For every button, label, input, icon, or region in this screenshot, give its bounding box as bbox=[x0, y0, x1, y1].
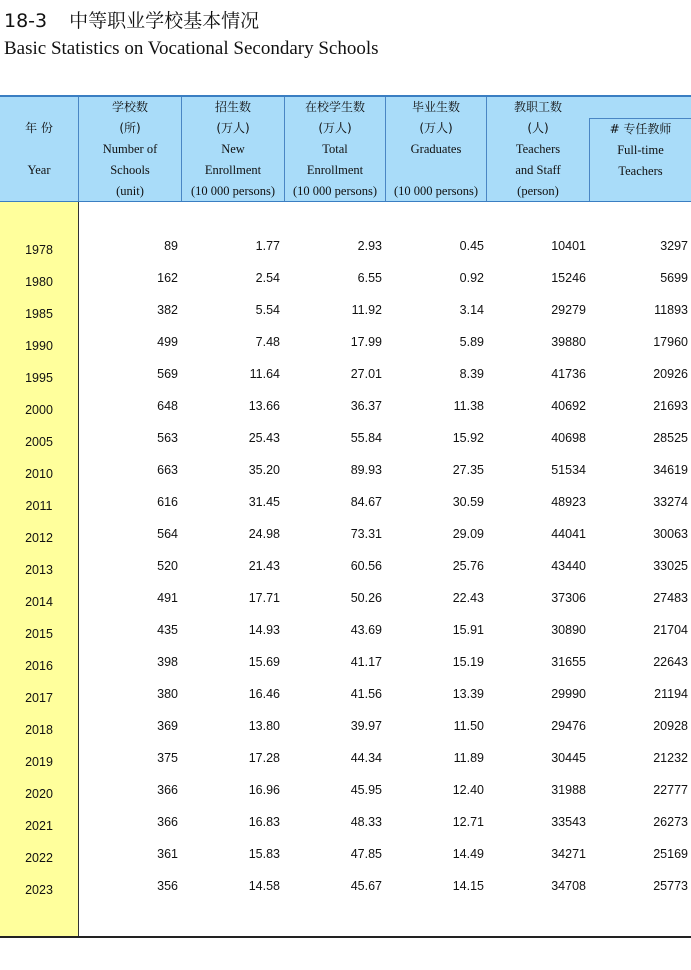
staff-cell: 30890 bbox=[551, 623, 586, 637]
year-cell: 2019 bbox=[25, 755, 53, 769]
staff-cell: 41736 bbox=[551, 367, 586, 381]
year-cell: 2022 bbox=[25, 851, 53, 865]
fulltime-teachers-cell: 21232 bbox=[653, 751, 688, 765]
header-total-enrollment-en2: Enrollment bbox=[306, 163, 364, 177]
fulltime-teachers-cell: 33274 bbox=[653, 495, 688, 509]
header-fulltime-en2: Teachers bbox=[618, 164, 663, 178]
total-enrollment-cell: 47.85 bbox=[350, 847, 382, 861]
new-enrollment-cell: 25.43 bbox=[248, 431, 280, 445]
header-schools-unit-en: (unit) bbox=[116, 184, 144, 198]
new-enrollment-cell: 21.43 bbox=[248, 559, 280, 573]
header-total-enrollment-unit-cn: (万人) bbox=[318, 121, 352, 135]
fulltime-teachers-cell: 22777 bbox=[653, 783, 688, 797]
total-enrollment-cell: 45.67 bbox=[350, 879, 382, 893]
year-cell: 1990 bbox=[25, 339, 53, 353]
new-enrollment-cell: 31.45 bbox=[248, 495, 280, 509]
graduates-cell: 3.14 bbox=[459, 303, 484, 317]
header-staff-en2: and Staff bbox=[515, 163, 561, 177]
total-enrollment-cell: 55.84 bbox=[350, 431, 382, 445]
year-cell: 2011 bbox=[25, 499, 53, 513]
graduates-cell: 30.59 bbox=[452, 495, 484, 509]
new-enrollment-cell: 7.48 bbox=[255, 335, 280, 349]
total-enrollment-cell: 89.93 bbox=[350, 463, 382, 477]
staff-cell: 29476 bbox=[551, 719, 586, 733]
total-enrollment-cell: 45.95 bbox=[350, 783, 382, 797]
year-cell: 2016 bbox=[25, 659, 53, 673]
header-fulltime bbox=[589, 118, 691, 201]
table-title-english: Basic Statistics on Vocational Secondary Schools bbox=[4, 38, 379, 59]
header-new-enrollment-unit-cn: (万人) bbox=[216, 121, 250, 135]
new-enrollment-cell: 14.58 bbox=[248, 879, 280, 893]
staff-cell: 10401 bbox=[551, 239, 586, 253]
total-enrollment-cell: 6.55 bbox=[357, 271, 382, 285]
schools-cell: 89 bbox=[164, 239, 178, 253]
header-new-enrollment-unit-en: (10 000 persons) bbox=[190, 184, 275, 198]
fulltime-teachers-cell: 21704 bbox=[653, 623, 688, 637]
graduates-cell: 22.43 bbox=[452, 591, 484, 605]
year-cell: 1985 bbox=[25, 307, 53, 321]
schools-cell: 648 bbox=[157, 399, 178, 413]
fulltime-teachers-cell: 33025 bbox=[653, 559, 688, 573]
year-cell: 2021 bbox=[25, 819, 53, 833]
schools-cell: 380 bbox=[157, 687, 178, 701]
table-row bbox=[0, 236, 691, 268]
header-schools bbox=[78, 97, 181, 201]
new-enrollment-cell: 15.69 bbox=[248, 655, 280, 669]
staff-cell: 30445 bbox=[551, 751, 586, 765]
total-enrollment-cell: 43.69 bbox=[350, 623, 382, 637]
header-staff-unit-cn: (人) bbox=[527, 121, 549, 135]
staff-cell: 34708 bbox=[551, 879, 586, 893]
total-enrollment-cell: 48.33 bbox=[350, 815, 382, 829]
fulltime-teachers-cell: 3297 bbox=[660, 239, 688, 253]
graduates-cell: 29.09 bbox=[452, 527, 484, 541]
graduates-cell: 11.50 bbox=[453, 719, 484, 733]
graduates-cell: 12.71 bbox=[452, 815, 484, 829]
graduates-cell: 12.40 bbox=[452, 783, 484, 797]
graduates-cell: 14.49 bbox=[452, 847, 484, 861]
year-cell: 2023 bbox=[25, 883, 53, 897]
graduates-cell: 8.39 bbox=[459, 367, 484, 381]
new-enrollment-cell: 17.71 bbox=[248, 591, 280, 605]
new-enrollment-cell: 5.54 bbox=[255, 303, 280, 317]
staff-cell: 15246 bbox=[551, 271, 586, 285]
new-enrollment-cell: 15.83 bbox=[248, 847, 280, 861]
total-enrollment-cell: 17.99 bbox=[350, 335, 382, 349]
staff-cell: 31655 bbox=[551, 655, 586, 669]
year-cell: 2012 bbox=[25, 531, 53, 545]
header-fulltime-en1: Full-time bbox=[617, 143, 664, 157]
fulltime-teachers-cell: 21693 bbox=[653, 399, 688, 413]
staff-cell: 37306 bbox=[551, 591, 586, 605]
graduates-cell: 0.45 bbox=[459, 239, 484, 253]
staff-cell: 44041 bbox=[551, 527, 586, 541]
graduates-cell: 25.76 bbox=[452, 559, 484, 573]
total-enrollment-cell: 84.67 bbox=[350, 495, 382, 509]
header-staff-en1: Teachers bbox=[515, 142, 561, 156]
header-total-enrollment bbox=[284, 97, 385, 201]
header-year-en: Year bbox=[27, 163, 51, 177]
year-cell: 2017 bbox=[25, 691, 53, 705]
table-row bbox=[0, 492, 691, 524]
fulltime-teachers-cell: 17960 bbox=[653, 335, 688, 349]
fulltime-teachers-cell: 25773 bbox=[653, 879, 688, 893]
table-row bbox=[0, 780, 691, 812]
table-row bbox=[0, 460, 691, 492]
fulltime-teachers-cell: 20926 bbox=[653, 367, 688, 381]
table-row bbox=[0, 556, 691, 588]
staff-cell: 48923 bbox=[551, 495, 586, 509]
schools-cell: 435 bbox=[157, 623, 178, 637]
header-new-enrollment-en1: New bbox=[221, 142, 245, 156]
table-row bbox=[0, 876, 691, 908]
new-enrollment-cell: 16.96 bbox=[248, 783, 280, 797]
schools-cell: 398 bbox=[157, 655, 178, 669]
fulltime-teachers-cell: 20928 bbox=[653, 719, 688, 733]
schools-cell: 366 bbox=[157, 783, 178, 797]
header-schools-en2: Schools bbox=[110, 163, 150, 177]
new-enrollment-cell: 17.28 bbox=[248, 751, 280, 765]
year-cell: 2000 bbox=[25, 403, 53, 417]
table-row bbox=[0, 748, 691, 780]
schools-cell: 361 bbox=[157, 847, 178, 861]
new-enrollment-cell: 13.80 bbox=[248, 719, 280, 733]
header-graduates-unit-cn: (万人) bbox=[419, 121, 453, 135]
schools-cell: 369 bbox=[157, 719, 178, 733]
header-schools-unit-cn: (所) bbox=[119, 121, 141, 135]
fulltime-teachers-cell: 27483 bbox=[653, 591, 688, 605]
new-enrollment-cell: 35.20 bbox=[248, 463, 280, 477]
year-cell: 1978 bbox=[25, 243, 53, 257]
schools-cell: 563 bbox=[157, 431, 178, 445]
staff-cell: 40698 bbox=[551, 431, 586, 445]
header-staff-cn: 教职工数 bbox=[513, 100, 562, 114]
schools-cell: 663 bbox=[157, 463, 178, 477]
header-schools-cn: 学校数 bbox=[111, 100, 148, 114]
fulltime-teachers-cell: 26273 bbox=[653, 815, 688, 829]
header-new-enrollment-cn: 招生数 bbox=[214, 100, 251, 114]
schools-cell: 499 bbox=[157, 335, 178, 349]
schools-cell: 382 bbox=[157, 303, 178, 317]
total-enrollment-cell: 60.56 bbox=[350, 559, 382, 573]
total-enrollment-cell: 41.56 bbox=[350, 687, 382, 701]
table-number: 18-3 bbox=[4, 10, 48, 32]
graduates-cell: 13.39 bbox=[452, 687, 484, 701]
total-enrollment-cell: 36.37 bbox=[350, 399, 382, 413]
fulltime-teachers-cell: 30063 bbox=[653, 527, 688, 541]
staff-cell: 31988 bbox=[551, 783, 586, 797]
fulltime-teachers-cell: 22643 bbox=[653, 655, 688, 669]
table-row bbox=[0, 588, 691, 620]
year-cell: 2020 bbox=[25, 787, 53, 801]
year-cell: 1995 bbox=[25, 371, 53, 385]
total-enrollment-cell: 44.34 bbox=[350, 751, 382, 765]
new-enrollment-cell: 13.66 bbox=[248, 399, 280, 413]
new-enrollment-cell: 16.83 bbox=[248, 815, 280, 829]
header-schools-en1: Number of bbox=[102, 142, 158, 156]
table-title-chinese bbox=[4, 6, 259, 33]
schools-cell: 616 bbox=[157, 495, 178, 509]
header-year bbox=[0, 97, 78, 201]
total-enrollment-cell: 73.31 bbox=[350, 527, 382, 541]
total-enrollment-cell: 50.26 bbox=[350, 591, 382, 605]
new-enrollment-cell: 16.46 bbox=[248, 687, 280, 701]
staff-cell: 34271 bbox=[551, 847, 586, 861]
total-enrollment-cell: 39.97 bbox=[350, 719, 382, 733]
year-cell: 2015 bbox=[25, 627, 53, 641]
header-staff-group bbox=[486, 97, 691, 201]
staff-cell: 39880 bbox=[551, 335, 586, 349]
table-row bbox=[0, 684, 691, 716]
schools-cell: 366 bbox=[157, 815, 178, 829]
total-enrollment-cell: 41.17 bbox=[350, 655, 382, 669]
graduates-cell: 0.92 bbox=[459, 271, 484, 285]
table-row bbox=[0, 652, 691, 684]
year-cell: 2010 bbox=[25, 467, 53, 481]
header-graduates-cn: 毕业生数 bbox=[411, 100, 460, 114]
table-title-chinese-text: 中等职业学校基本情况 bbox=[69, 10, 260, 32]
table-row bbox=[0, 364, 691, 396]
fulltime-teachers-cell: 34619 bbox=[653, 463, 688, 477]
new-enrollment-cell: 24.98 bbox=[248, 527, 280, 541]
staff-cell: 51534 bbox=[551, 463, 586, 477]
staff-cell: 29279 bbox=[551, 303, 586, 317]
header-total-enrollment-en1: Total bbox=[322, 142, 348, 156]
table-row bbox=[0, 844, 691, 876]
schools-cell: 375 bbox=[157, 751, 178, 765]
fulltime-teachers-cell: 11893 bbox=[654, 303, 688, 317]
header-total-enrollment-cn: 在校学生数 bbox=[304, 100, 365, 114]
table-row bbox=[0, 524, 691, 556]
year-cell: 2013 bbox=[25, 563, 53, 577]
graduates-cell: 15.19 bbox=[452, 655, 484, 669]
graduates-cell: 11.89 bbox=[453, 751, 484, 765]
total-enrollment-cell: 2.93 bbox=[357, 239, 382, 253]
staff-cell: 40692 bbox=[551, 399, 586, 413]
year-cell: 2005 bbox=[25, 435, 53, 449]
table-row bbox=[0, 620, 691, 652]
staff-cell: 43440 bbox=[551, 559, 586, 573]
schools-cell: 564 bbox=[157, 527, 178, 541]
graduates-cell: 27.35 bbox=[452, 463, 484, 477]
year-cell: 1980 bbox=[25, 275, 53, 289]
graduates-cell: 14.15 bbox=[452, 879, 484, 893]
header-graduates-unit-en: (10 000 persons) bbox=[393, 184, 478, 198]
graduates-cell: 15.92 bbox=[452, 431, 484, 445]
header-graduates bbox=[385, 97, 486, 201]
header-graduates-en1: Graduates bbox=[410, 142, 462, 156]
schools-cell: 356 bbox=[157, 879, 178, 893]
fulltime-teachers-cell: 28525 bbox=[653, 431, 688, 445]
table-row bbox=[0, 428, 691, 460]
total-enrollment-cell: 11.92 bbox=[351, 303, 382, 317]
schools-cell: 162 bbox=[157, 271, 178, 285]
year-cell: 2014 bbox=[25, 595, 53, 609]
header-new-enrollment bbox=[181, 97, 284, 201]
table-row bbox=[0, 716, 691, 748]
graduates-cell: 11.38 bbox=[453, 399, 484, 413]
table-row bbox=[0, 812, 691, 844]
table-row bbox=[0, 396, 691, 428]
table-bottom-rule bbox=[0, 936, 691, 938]
schools-cell: 520 bbox=[157, 559, 178, 573]
header-staff-unit-en: (person) bbox=[517, 184, 559, 198]
staff-cell: 33543 bbox=[551, 815, 586, 829]
year-cell: 2018 bbox=[25, 723, 53, 737]
table-row bbox=[0, 268, 691, 300]
schools-cell: 491 bbox=[157, 591, 178, 605]
fulltime-teachers-cell: 21194 bbox=[654, 687, 688, 701]
new-enrollment-cell: 14.93 bbox=[248, 623, 280, 637]
header-year-cn: 年 份 bbox=[25, 121, 53, 135]
staff-cell: 29990 bbox=[551, 687, 586, 701]
header-new-enrollment-en2: Enrollment bbox=[204, 163, 262, 177]
fulltime-teachers-cell: 5699 bbox=[660, 271, 688, 285]
new-enrollment-cell: 2.54 bbox=[255, 271, 280, 285]
header-total-enrollment-unit-en: (10 000 persons) bbox=[292, 184, 377, 198]
table-header bbox=[0, 97, 691, 202]
total-enrollment-cell: 27.01 bbox=[350, 367, 382, 381]
table-row bbox=[0, 332, 691, 364]
header-fulltime-cn: # 专任教师 bbox=[609, 122, 672, 136]
schools-cell: 569 bbox=[157, 367, 178, 381]
new-enrollment-cell: 1.77 bbox=[255, 239, 280, 253]
graduates-cell: 5.89 bbox=[459, 335, 484, 349]
graduates-cell: 15.91 bbox=[452, 623, 484, 637]
table-row bbox=[0, 300, 691, 332]
fulltime-teachers-cell: 25169 bbox=[653, 847, 688, 861]
new-enrollment-cell: 11.64 bbox=[249, 367, 280, 381]
